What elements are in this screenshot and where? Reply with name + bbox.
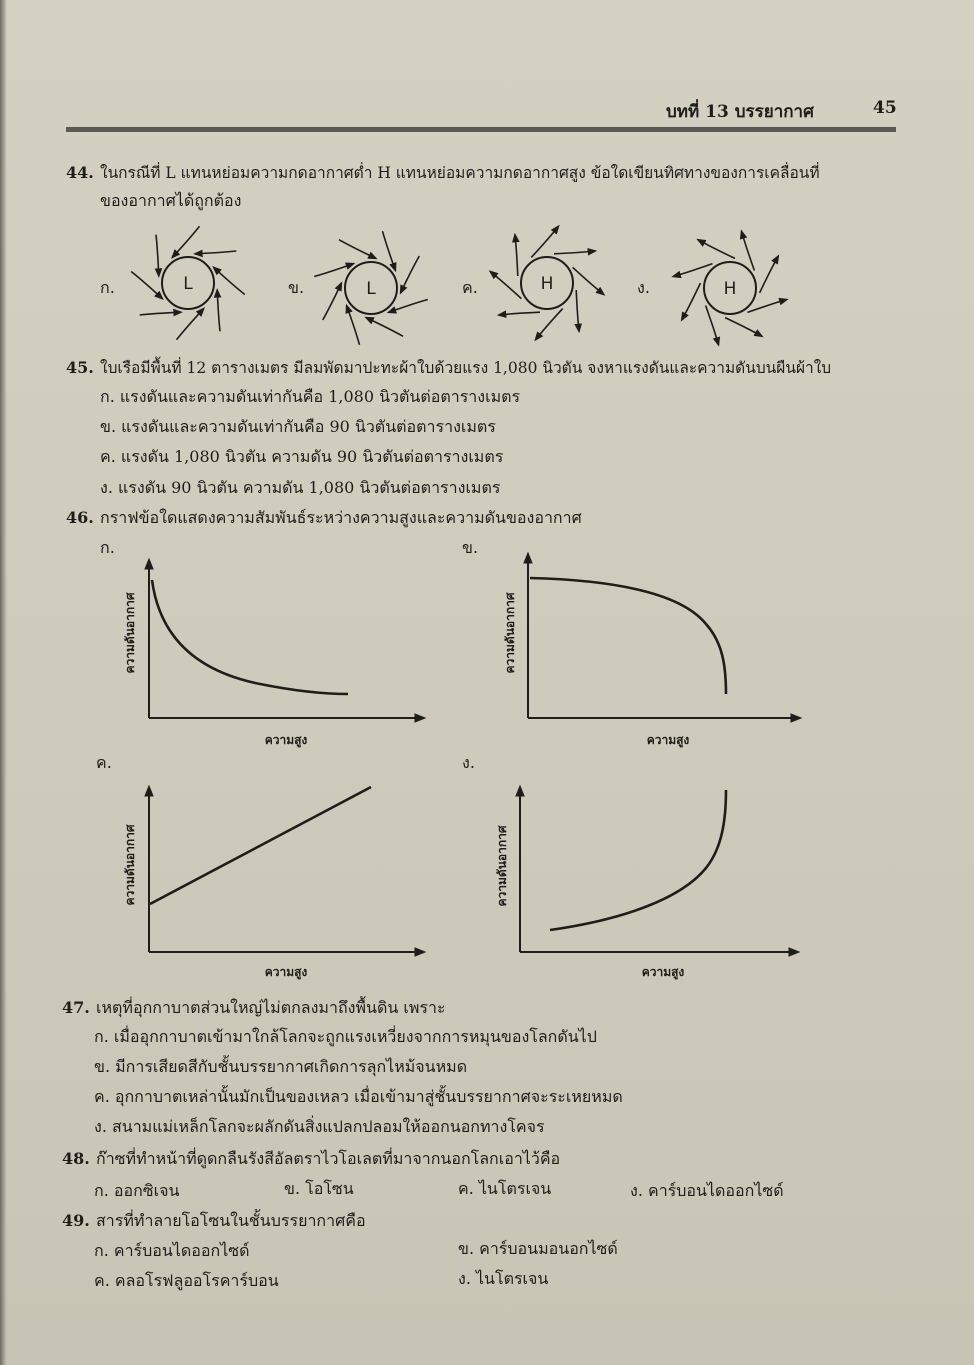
q47-text: เหตุที่อุกกาบาตส่วนใหญ่ไม่ตกลงมาถึงพื้นดิน เพราะ [96,998,446,1017]
q49-option-a: ก. คาร์บอนไดออกไซด์ [94,1241,250,1260]
q46-graph-c-line [150,787,371,904]
q45-option-b: ข. แรงดันและความดันเท่ากันคือ 90 นิวตันต่อตารางเมตร [100,417,496,436]
wind-arrow [515,235,518,276]
wind-arrow [131,272,162,299]
wind-arrow [339,240,376,259]
wind-arrow [499,312,540,315]
q46-graph-c-ylabel: ความดันอากาศ [123,824,137,906]
q46-graph-b [503,554,800,748]
wind-arrow [177,309,204,340]
wind-arrow [554,251,595,254]
q45-option-d: ง. แรงดัน 90 นิวตัน ความดัน 1,080 นิวตันต่อตารางเมตร [100,478,501,497]
q45-option-a: ก. แรงดันและความดันเท่ากันคือ 1,080 นิวตันต่อตารางเมตร [100,387,521,406]
wind-arrow [573,267,604,294]
q44-option-c-label: ค. [462,278,478,297]
q47-number: 47. [62,998,90,1017]
q46-graph-b-label: ข. [462,538,479,557]
q48-number: 48. [62,1149,90,1168]
q46-graph-a-xlabel: ความสูง [264,733,308,747]
q46-graph-c-label: ค. [96,753,112,772]
q46-graph-c-xlabel: ความสูง [264,965,308,979]
q46-graph-b-ylabel: ความดันอากาศ [503,592,517,674]
q49-option-d: ง. ไนโตรเจน [458,1269,549,1288]
wind-arrow [366,318,403,337]
q44-option-a-label: ก. [100,278,115,297]
q46-graph-b-xlabel: ความสูง [646,733,690,747]
q46-graph-d-ylabel: ความดันอากาศ [495,825,509,907]
q47-option-b: ข. มีการเสียดสีกับชั้นบรรยากาศเกิดการลุกไหม้จนหมด [94,1057,468,1076]
q46-graph-a-curve [152,580,348,694]
q44-option-d-label: ง. [637,278,650,297]
q49-option-b: ข. คาร์บอนมอนอกไซด์ [458,1239,618,1258]
q47-option-a: ก. เมื่ออุกกาบาตเข้ามาใกล้โลกจะถูกแรงเหวี่ยงจากการหมุนของโลกดันไป [94,1027,597,1046]
wind-arrow [401,256,420,293]
q48-option-b: ข. โอโซน [284,1179,354,1198]
q48-option-d: ง. คาร์บอนไดออกไซด์ [630,1181,784,1200]
q44-text-line2: ของอากาศได้ถูกต้อง [100,191,242,210]
q49-number: 49. [62,1211,90,1230]
wind-arrow [531,226,558,257]
q48-option-a: ก. ออกซิเจน [94,1181,180,1200]
q45-text: ใบเรือมีพื้นที่ 12 ตารางเมตร มีลมพัดมาปะทะผ้าใบด้วยแรง 1,080 นิวตัน จงหาแรงดันและความดันบนผืนผ้าใบ [100,359,832,377]
q46-graph-a-ylabel: ความดันอากาศ [123,592,137,674]
wind-arrow [172,226,199,257]
q46-graph-a [123,560,424,748]
q44-diagram-d [673,231,787,345]
wind-arrow [682,283,701,320]
q44-number: 44. [66,163,94,182]
q44-diagram-d-center: H [723,279,737,299]
q46-graph-d-label: ง. [462,753,475,772]
wind-arrow [195,251,236,254]
q44-diagram-a [131,226,245,340]
wind-arrow [214,267,245,294]
q45-number: 45. [66,358,94,377]
q46-text: กราฟข้อใดแสดงความสัมพันธ์ระหว่างความสูงและความดันของอากาศ [100,508,582,527]
q44-diagram-b [314,231,428,345]
q46-graph-b-curve [530,578,726,694]
q47-option-c: ค. อุกกาบาตเหล่านั้นมักเป็นของเหลว เมื่อเข้ามาสู่ชั้นบรรยากาศจะระเหยหมด [94,1087,623,1106]
wind-arrow [217,290,220,331]
q46-graph-a-label: ก. [100,538,115,557]
q49-option-c: ค. คลอโรฟลูออโรคาร์บอน [94,1271,279,1290]
q47-option-d: ง. สนามแม่เหล็กโลกจะผลักดันสิ่งแปลกปลอมให้ออกนอกทางโคจร [94,1117,545,1136]
q46-graph-c [123,787,424,980]
page-number: 45 [873,98,897,118]
q44-option-b-label: ข. [288,278,305,297]
q44-diagram-c-center: H [540,274,554,294]
wind-arrow [725,318,762,337]
q46-number: 46. [66,508,94,527]
q49-text: สารที่ทำลายโอโซนในชั้นบรรยากาศคือ [96,1211,366,1230]
q44-diagram-a-center: L [183,274,193,294]
q48-text: ก๊าซที่ทำหน้าที่ดูดกลืนรังสีอัลตราไวโอเลตที่มาจากนอกโลกเอาไว้คือ [96,1149,561,1168]
q44-diagram-b-center: L [366,279,376,299]
q48-option-c: ค. ไนโตรเจน [458,1179,552,1198]
q45-option-c: ค. แรงดัน 1,080 นิวตัน ความดัน 90 นิวตันต่อตารางเมตร [100,447,504,466]
q44-diagram-c [490,226,604,340]
wind-arrow [156,235,159,276]
wind-arrow [536,309,563,340]
wind-arrow [490,272,521,299]
wind-arrow [576,290,579,331]
wind-arrow [698,240,735,259]
q46-graph-d [495,787,798,980]
q46-graph-d-xlabel: ความสูง [641,965,685,979]
q44-text-line1: ในกรณีที่ L แทนหย่อมความกดอากาศต่ำ H แทนหย่อมความกดอากาศสูง ข้อใดเขียนทิศทางของการเคลื่อนที่ [100,164,820,182]
wind-arrow [760,256,779,293]
q46-graph-d-curve [550,790,726,930]
chapter-title: บทที่ 13 บรรยากาศ [666,102,814,122]
wind-arrow [323,283,342,320]
wind-arrow [140,312,181,315]
